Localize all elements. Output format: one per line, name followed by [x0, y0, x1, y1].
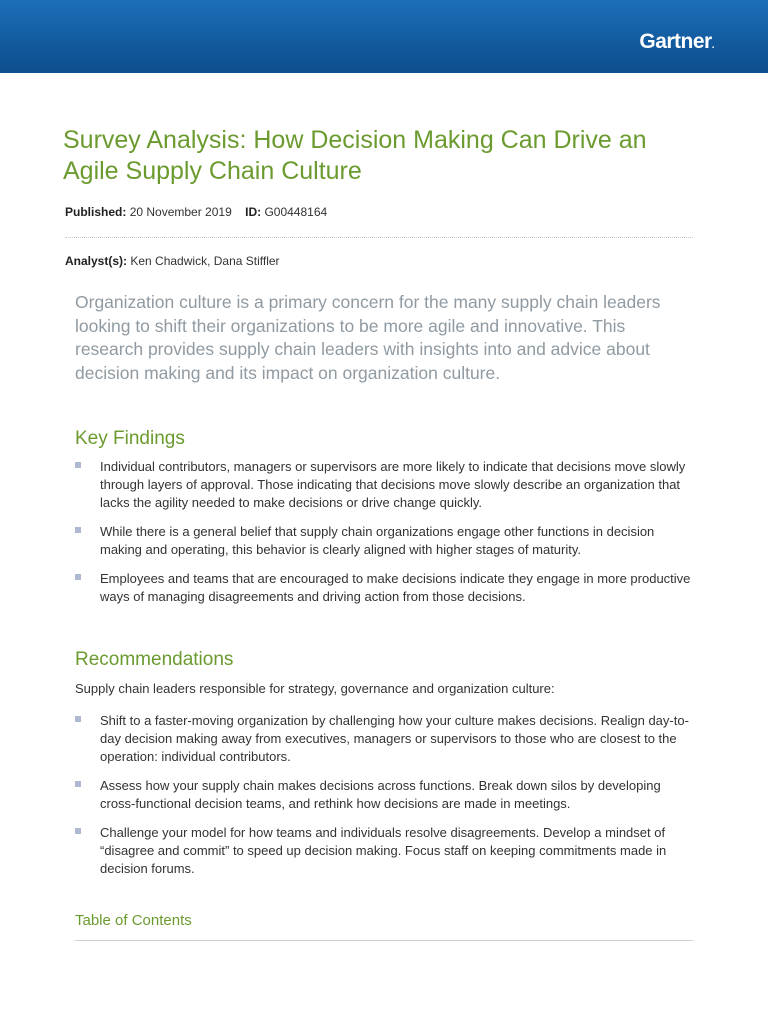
- list-item: Employees and teams that are encouraged to make decisions indicate they engage in more productive ways of managing disagreements and driving action from those decisions.: [75, 570, 695, 606]
- analysts-info: [65, 254, 280, 268]
- analysts-label: Analyst(s):: [65, 254, 128, 268]
- publication-info: [65, 205, 327, 219]
- recommendations-heading: Recommendations: [75, 649, 234, 670]
- table-of-contents-link[interactable]: Table of Contents: [75, 912, 192, 929]
- header-banner: [0, 0, 768, 73]
- summary-paragraph: Organization culture is a primary concern for the many supply chain leaders looking to shift their organizations to be more agile and innovative. This research provides supply chain leaders with insights into and advice about decision making and its impact on organization culture.: [75, 292, 661, 383]
- list-item: Individual contributors, managers or supervisors are more likely to indicate that decisions move slowly through layers of approval. Those indicating that decisions move slowly describe an organization that lacks the agility needed to make decisions or drive change quickly.: [75, 458, 695, 512]
- key-findings-heading: Key Findings: [75, 428, 185, 449]
- published-date: 20 November 2019: [129, 205, 232, 219]
- list-item: Shift to a faster-moving organization by challenging how your culture makes decisions. Realign day-to-day decision making away from executives, managers or supervisors to those who are closest to the operation: individual contributors.: [75, 712, 695, 766]
- gartner-logo: Gartner.: [639, 30, 714, 53]
- meta-divider: [65, 237, 693, 238]
- toc-divider: [75, 940, 693, 941]
- document-id: G00448164: [264, 205, 328, 219]
- analysts-names: Ken Chadwick, Dana Stiffler: [130, 254, 280, 268]
- recommendations-list: [75, 712, 695, 889]
- recommendations-intro: Supply chain leaders responsible for strategy, governance and organization culture:: [75, 681, 555, 696]
- list-item: While there is a general belief that supply chain organizations engage other functions in decision making and operating, this behavior is clearly aligned with higher stages of maturity.: [75, 523, 695, 559]
- bullet-icon: [75, 781, 81, 787]
- bullet-icon: [75, 828, 81, 834]
- bullet-icon: [75, 527, 81, 533]
- list-item: Challenge your model for how teams and individuals resolve disagreements. Develop a mindset of “disagree and commit” to speed up decision making. Focus staff on keeping commitments made in decision forums.: [75, 824, 695, 878]
- key-findings-list: [75, 458, 695, 617]
- list-item: Assess how your supply chain makes decisions across functions. Break down silos by developing cross-functional decision teams, and rethink how decisions are made in meetings.: [75, 777, 695, 813]
- document-title: Survey Analysis: How Decision Making Can Drive an Agile Supply Chain Culture: [63, 126, 647, 185]
- id-label: ID:: [245, 205, 262, 219]
- published-label: Published:: [65, 205, 127, 219]
- bullet-icon: [75, 574, 81, 580]
- bullet-icon: [75, 462, 81, 468]
- bullet-icon: [75, 716, 81, 722]
